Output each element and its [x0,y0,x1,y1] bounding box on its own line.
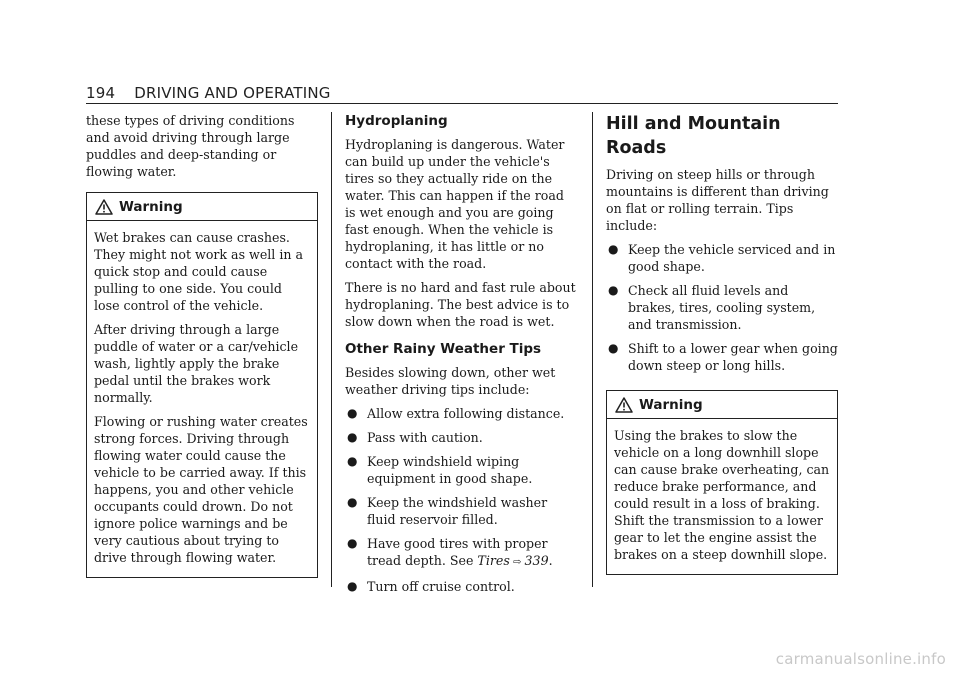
column-divider [331,112,332,587]
list-item: ● Keep windshield wiping equipment in good shape. [347,454,533,486]
warning-box [86,192,318,578]
hydroplaning-heading: Hydroplaning [345,113,448,129]
bullet-icon: ● [347,495,358,509]
hydroplaning-paragraph: Hydroplaning is dangerous. Water can build up under the vehicle's tires so they actually ride on the water. This can happen if the road is wet enough and you are going fast enough. When the vehicle is hydroplaning, it has little or no contact with the road. [345,137,565,271]
warning-triangle-icon [95,199,113,215]
rainy-tips-heading: Other Rainy Weather Tips [345,341,542,357]
page-ref-icon: ⇨ [509,557,525,568]
bullet-icon: ● [608,242,619,256]
bullet-icon: ● [608,283,619,297]
intro-paragraph: these types of driving conditions and avoid driving through large puddles and deep-standing or flowing water. [86,113,295,179]
tires-page-ref[interactable]: 339 [524,553,549,568]
rainy-tips-list [345,405,577,595]
warning-body [87,221,317,577]
hill-mountain-heading: Hill and Mountain Roads [606,114,781,158]
bullet-icon: ● [608,341,619,355]
bullet-icon: ● [347,536,358,550]
list-item: ● Keep the vehicle serviced and in good shape. [608,242,836,274]
list-item: ● Pass with caution. [347,430,483,445]
warning-title: Warning [639,397,703,413]
list-item: ● Allow extra following distance. [347,406,565,421]
hill-tips-list [606,241,838,374]
column-2 [345,112,577,602]
rainy-tips-intro: Besides slowing down, other wet weather driving tips include: [345,365,556,397]
page-number: 194 [86,84,116,102]
column-3 [606,112,838,575]
warning-header [607,391,837,419]
warning-body [607,419,837,574]
bullet-icon: ● [347,430,358,444]
bullet-icon: ● [347,579,358,593]
bullet-icon: ● [347,406,358,420]
list-item: ● Have good tires with proper tread depth. See Tires ⇨ 339. [347,536,553,568]
warning-box [606,390,838,575]
tires-link[interactable]: Tires [477,553,510,568]
page-header [86,84,331,102]
watermark: carmanualsonline.info [775,650,946,668]
list-item: ● Shift to a lower gear when going down steep or long hills. [608,341,838,373]
list-item: ● Turn off cruise control. [347,579,515,594]
list-item: ● Keep the windshield washer fluid reservoir filled. [347,495,548,527]
bullet-icon: ● [347,454,358,468]
hill-intro: Driving on steep hills or through mountains is different than driving on flat or rolling terrain. Tips include: [606,167,829,233]
list-item: ● Check all fluid levels and brakes, tires, cooling system, and transmission. [608,283,816,332]
hydroplaning-paragraph: There is no hard and fast rule about hydroplaning. The best advice is to slow down when the road is wet. [345,280,576,329]
warning-title: Warning [119,199,183,215]
section-title: DRIVING AND OPERATING [134,84,331,102]
warning-paragraph: Wet brakes can cause crashes. They might not work as well in a quick stop and could cause pulling to one side. You could lose control of the vehicle. [94,230,303,313]
column-divider [592,112,593,587]
header-rule [86,103,838,104]
warning-paragraph: After driving through a large puddle of water or a car/vehicle wash, lightly apply the brake pedal until the brakes work normally. [94,322,299,405]
warning-header [87,193,317,221]
warning-triangle-icon [615,397,633,413]
warning-paragraph: Using the brakes to slow the vehicle on a long downhill slope can cause brake overheating, can reduce brake performance, and could result in a loss of braking. Shift the transmission to a lower gear to let the engine assist the brakes on a steep downhill slope. [614,428,830,562]
column-1 [86,112,318,578]
warning-paragraph: Flowing or rushing water creates strong forces. Driving through flowing water could cause the vehicle to be carried away. If this happens, you and other vehicle occupants could drown. Do not ignore police warnings and be very cautious about trying to drive through flowing water. [94,414,308,565]
